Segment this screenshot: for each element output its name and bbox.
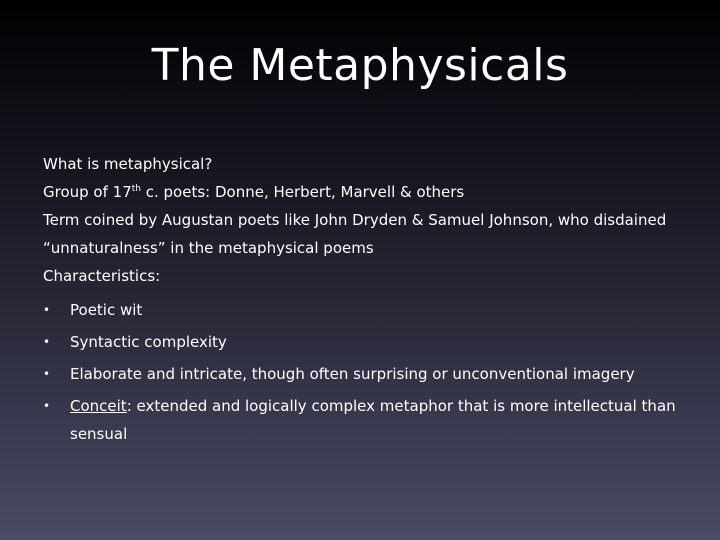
slide-body	[43, 150, 683, 452]
group-line	[43, 178, 683, 206]
list-item-text	[70, 392, 683, 448]
list-item-text: Syntactic complexity	[70, 333, 227, 351]
bullet-icon: •	[43, 399, 51, 413]
question-line: What is metaphysical?	[43, 155, 213, 173]
group-line-text: Group of 17	[43, 183, 132, 201]
bullet-icon: •	[43, 335, 51, 349]
bullet-icon: •	[43, 303, 51, 317]
list-item	[43, 328, 683, 356]
group-line-rest: c. poets: Donne, Herbert, Marvell & others	[140, 183, 465, 201]
list-item-text: Poetic wit	[70, 301, 143, 319]
characteristics-heading: Characteristics:	[43, 267, 161, 285]
list-item	[43, 360, 683, 388]
conceit-term: Conceit	[70, 397, 127, 415]
term-coined-line: Term coined by Augustan poets like John Dryden & Samuel Johnson, who disdained “unnaturalness” in the metaphysical poems	[43, 211, 667, 257]
ordinal-suffix: th	[131, 184, 141, 194]
list-item-text: Elaborate and intricate, though often surprising or unconventional imagery	[70, 365, 635, 383]
slide-title: The Metaphysicals	[151, 40, 569, 91]
list-item	[43, 392, 683, 448]
characteristics-list	[43, 296, 683, 448]
bullet-icon: •	[43, 367, 51, 381]
list-item	[43, 296, 683, 324]
conceit-definition: : extended and logically complex metaphor that is more intellectual than sensual	[70, 397, 676, 443]
